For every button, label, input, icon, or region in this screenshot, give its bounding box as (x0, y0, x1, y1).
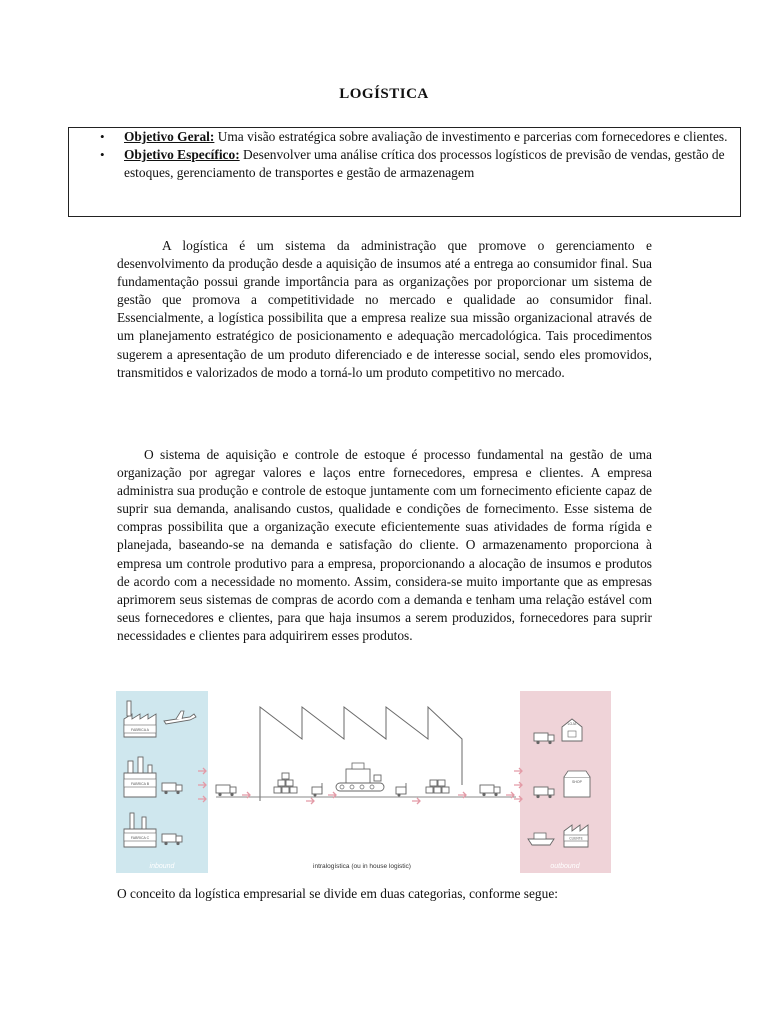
objective-label: Objetivo Específico: (124, 147, 240, 162)
factory-client-icon (564, 825, 588, 847)
store-label: CLIENTE (569, 836, 583, 841)
bullet-icon: • (100, 129, 105, 144)
forklift-icon (396, 783, 406, 797)
intralogistics-label: intralogística (ou in house logistic) (313, 863, 411, 870)
paragraph-1: A logística é um sistema da administração que promove o gerenciamento e desenvolvimento da produção desde a aquisição de insumos até a entrega ao consumidor final. Sua fundamentação possui grande importância para as organizações por proporcionar um sistema de gestão que promova a competitividade no mercado e qualidade ao consumidor final. Essencialmente, a logística possibilita que a empresa realize sua missão organizacional através de um planejamento estratégico de posicionamento e adequação mercadológica. Tais procedimentos sugerem a apresentação de um produto diferenciado e de interesse social, sendo eles promovidos, transmitidos e valorizados de modo a torná-lo um produto competitivo no mercado. (117, 238, 652, 380)
objective-specific (69, 146, 740, 182)
shop-icon (564, 771, 590, 797)
forklift-icon (312, 783, 322, 797)
paragraph-2: O sistema de aquisição e controle de estoque é processo fundamental na gestão de uma organização por agregar valores e laços entre fornecedores, empresa e clientes. A empresa administra sua produção e controle de estoque juntamente com um fornecimento eficiente capaz de suprir sua demanda, analisando custos, qualidade e condições de fornecimento. Esse sistema de compras possibilita que a organização execute eficientemente suas atividades de forma rígida e planejada, baseando-se na demanda e satisfação do cliente. O armazenamento proporciona à empresa um controle produtivo para a empresa, proporcionando a alocação de insumos e produtos de acordo com a necessidade no momento. Assim, considera-se muito importante que as empresas aprimorem seus sistemas de compras de acordo com a demanda e tenham uma relação estável com seus fornecedores e clientes, para que haja insumos a serem produzidos, fornecedores para suprir necessidades e clientes para adquirirem esses produtos. (117, 447, 652, 643)
page-title: LOGÍSTICA (339, 86, 429, 102)
store-label: LOJA (567, 722, 577, 726)
outbound-label: outbound (550, 863, 580, 870)
objective-label: Objetivo Geral: (124, 129, 215, 144)
boxes-stack (274, 773, 297, 793)
factory-label: FABRICA A (131, 728, 149, 732)
truck-icon (216, 785, 236, 796)
objectives-list (69, 128, 740, 182)
boxes-stack (426, 780, 449, 793)
factory-label: FABRICA B (130, 782, 150, 786)
objective-general (69, 128, 740, 146)
store-label: SHOP (572, 780, 582, 784)
conveyor-machine-icon (336, 763, 384, 791)
inbound-label: inbound (149, 863, 175, 870)
objective-text: Uma visão estratégica sobre avaliação de investimento e parcerias com fornecedores e clientes. (214, 129, 728, 144)
closing-text: O conceito da logística empresarial se divide em duas categorias, conforme segue: (117, 886, 558, 901)
logistics-diagram (116, 691, 652, 873)
bullet-icon: • (100, 147, 105, 162)
truck-icon (480, 785, 500, 796)
factory-label: FABRICA C (130, 836, 150, 840)
flow-arrows (242, 792, 514, 804)
objective-text: Desenvolver uma análise crítica dos processos logísticos de previsão de vendas, gestão de estoques, gerenciamento de transportes e gestão de armazenagem (124, 147, 725, 180)
objectives-box (68, 127, 741, 217)
